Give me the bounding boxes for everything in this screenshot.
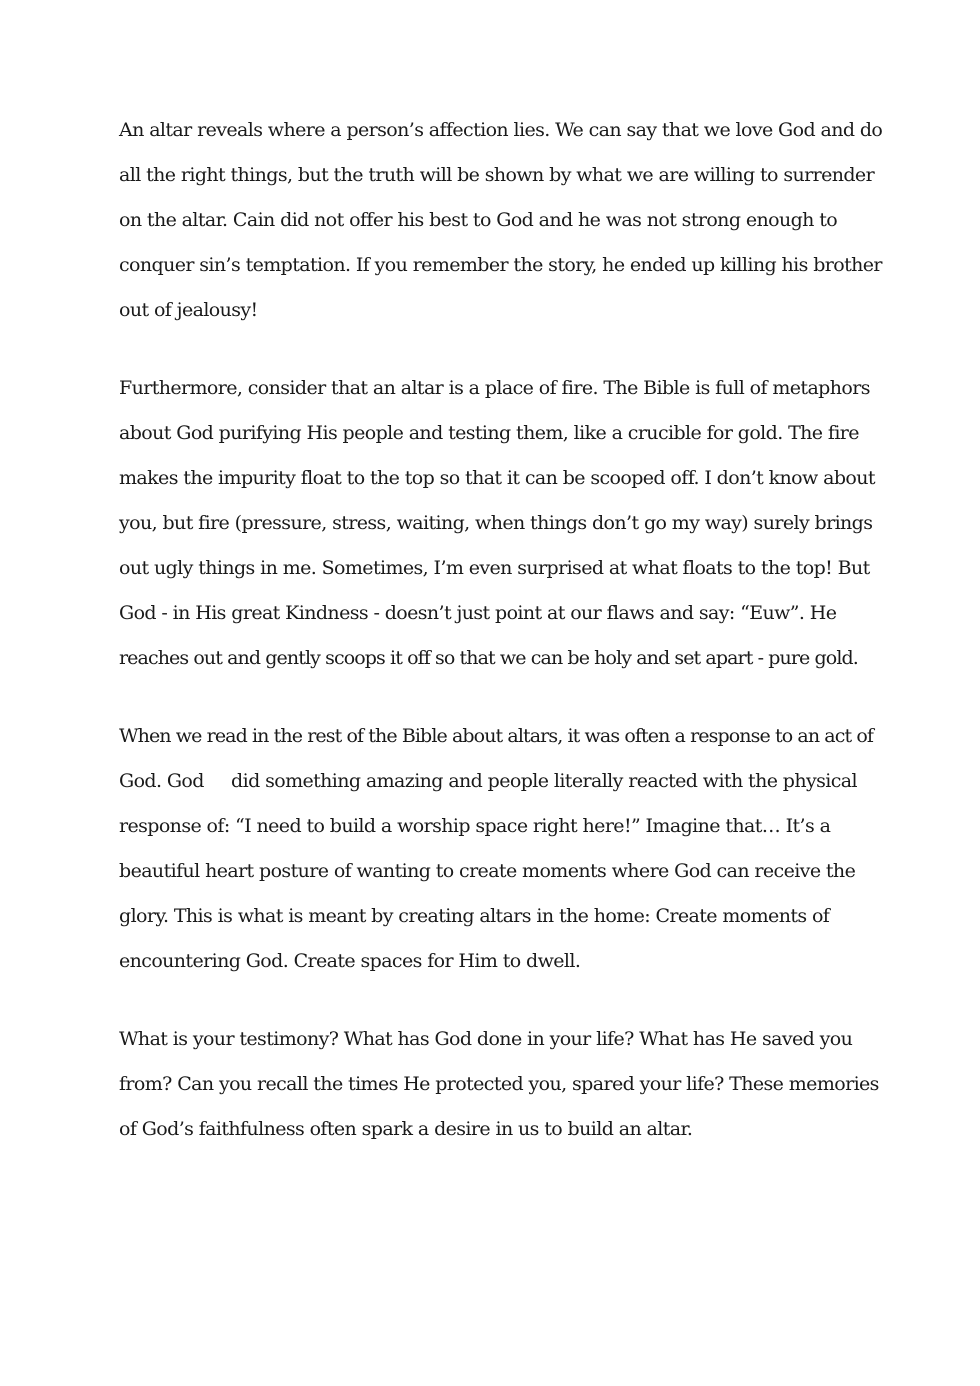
text-line: on the altar. Cain did not offer his best to God and he was not strong enough to <box>119 209 838 231</box>
text-line: An altar reveals where a person’s affection lies. We can say that we love God and do <box>119 119 883 141</box>
paragraph-altar-response <box>119 714 874 984</box>
text-line: from? Can you recall the times He protected you, spared your life? These memories <box>119 1073 879 1095</box>
text-line: you, but fire (pressure, stress, waiting, when things don’t go my way) surely brings <box>119 512 873 534</box>
text-line: out ugly things in me. Sometimes, I’m even surprised at what floats to the top! But <box>119 557 870 579</box>
text-line: encountering God. Create spaces for Him to dwell. <box>119 950 581 972</box>
paragraph-testimony <box>119 1017 879 1152</box>
text-line: Furthermore, consider that an altar is a place of fire. The Bible is full of metaphors <box>119 377 870 399</box>
text-line: of God’s faithfulness often spark a desire in us to build an altar. <box>119 1118 693 1140</box>
text-line: God. God did something amazing and people literally reacted with the physical <box>119 770 858 792</box>
document-body <box>119 108 883 1185</box>
text-line: What is your testimony? What has God done in your life? What has He saved you <box>119 1028 853 1050</box>
text-line: When we read in the rest of the Bible about altars, it was often a response to an act of <box>119 725 874 747</box>
text-line: God - in His great Kindness - doesn’t just point at our flaws and say: “Euw”. He <box>119 602 837 624</box>
text-line: all the right things, but the truth will be shown by what we are willing to surrender <box>119 164 875 186</box>
text-line: beautiful heart posture of wanting to create moments where God can receive the <box>119 860 856 882</box>
paragraph-altar-affection <box>119 108 883 333</box>
text-line: makes the impurity float to the top so that it can be scooped off. I don’t know about <box>119 467 875 489</box>
text-line: conquer sin’s temptation. If you remember the story, he ended up killing his brother <box>119 254 882 276</box>
text-line: out of jealousy! <box>119 299 258 321</box>
text-line: reaches out and gently scoops it off so that we can be holy and set apart - pure gold. <box>119 647 858 669</box>
paragraph-altar-fire <box>119 366 875 681</box>
text-line: about God purifying His people and testing them, like a crucible for gold. The fire <box>119 422 859 444</box>
text-line: glory. This is what is meant by creating altars in the home: Create moments of <box>119 905 830 927</box>
text-line: response of: “I need to build a worship space right here!” Imagine that… It’s a <box>119 815 831 837</box>
